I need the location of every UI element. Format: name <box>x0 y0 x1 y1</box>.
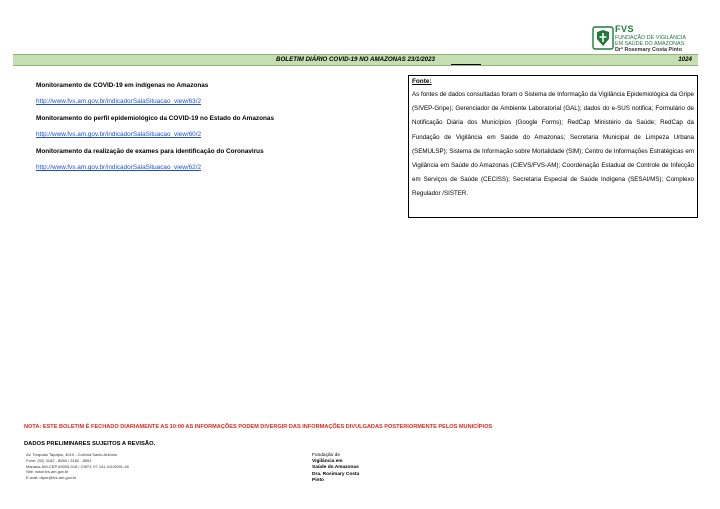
fvs-logo <box>592 24 702 54</box>
bulletin-number: 1024 <box>678 56 692 63</box>
link-title: Monitoramento de COVID-19 em indígenas no Amazonas <box>36 82 209 89</box>
link-item-indigenous <box>36 82 336 108</box>
monitoring-links <box>36 82 336 181</box>
link-title: Monitoramento da realização de exames para identificação do Coronavirus <box>36 148 264 155</box>
sources-title: Fonte: <box>412 78 432 85</box>
logo-acronym: FVS <box>615 24 635 34</box>
org-line: Pinto <box>312 477 324 483</box>
link-item-epidemiological <box>36 115 336 141</box>
data-sources-box <box>408 75 698 218</box>
org-line: Dra. Rosimary Costa <box>312 471 360 477</box>
org-line: Vigilância em <box>312 459 343 465</box>
logo-director: Drª Rosemary Costa Pinto <box>615 47 682 53</box>
sources-text: As fontes de dados consultadas foram o Sistema de Informação da Vigilância Epidemiológica da Gripe (SIVEP-Gripe); Gerenciador de Ambiente Laboratorial (GAL); dados do e-SUS notifica; Formulário de Notificação Diária dos Municípios (Google Forms); RedCap Ministério da Saúde; RedCap da Fundação de Vigilância em Saúde do Amazonas; Secretaria Municipal de Limpeza Urbana (SEMULSP); Sistema de Informação sobre Mortalidade (SIM); Centro de Informações Estratégicas em Vigilância em Saúde do Amazonas (CIEVS/FVS-AM); Coordenação Estadual de Controle de Infecção em Serviços de Saúde (CECISS); Secretaria Especial de Saúde Indígena (SESAI/MS); Complexo Regulador /SISTER. <box>412 91 694 198</box>
link-url[interactable]: http://www.fvs.am.gov.br/indicadorSalaSituacao_view/60/2 <box>36 131 202 138</box>
site-line: Site: www.fvs.am.gov.br <box>26 469 69 475</box>
phone-line: Fone: (92) 3182 - 8550 / 3182 - 8551 <box>26 457 92 463</box>
preliminary-data-notice: DADOS PRELIMINARES SUJEITOS A REVISÃO. <box>24 441 156 447</box>
footer-address <box>26 452 226 481</box>
email-line: E-mail: dipre@fvs.am.gov.br <box>26 475 77 481</box>
fvs-emblem-icon <box>592 26 614 50</box>
footer-organization <box>312 453 412 484</box>
link-item-exams <box>36 148 336 174</box>
org-line: Fundação de <box>312 453 341 458</box>
org-line: Saúde do Amazonas <box>312 465 359 471</box>
link-url[interactable]: http://www.fvs.am.gov.br/indicadorSalaSituacao_view/62/2 <box>36 164 202 171</box>
bulletin-title: BOLETIM DIÁRIO COVID-19 NO AMAZONAS 23/1/2023 <box>276 56 435 63</box>
closing-time-note: NOTA: ESTE BOLETIM É FECHADO DIARIAMENTE AS 10:00 AS INFORMAÇÕES PODEM DIVERGIR DAS INFORMAÇÕES DIVULGADAS POSTERIORMENTE PELOS MUNICÍPIOS <box>24 424 493 430</box>
bulletin-header-bar <box>13 54 698 66</box>
link-title: Monitoramento do perfil epidemiológico da COVID-19 no Estado do Amazonas <box>36 115 275 122</box>
logo-org-line1: FUNDAÇÃO DE VIGILÂNCIA <box>615 35 686 41</box>
header-underline <box>451 64 481 65</box>
cep-cnpj-line: Manaus-AM-CEP 69093-018 / CNPJ: 07.141.411/0001-46 <box>26 463 129 469</box>
logo-org-line2: EM SAÚDE DO AMAZONAS <box>615 41 685 47</box>
link-url[interactable]: http://www.fvs.am.gov.br/indicadorSalaSituacao_view/63/2 <box>36 98 202 105</box>
address-line: Av. Torquato Tapajós, 4010 - Colônia Santo Antônio <box>26 452 118 457</box>
